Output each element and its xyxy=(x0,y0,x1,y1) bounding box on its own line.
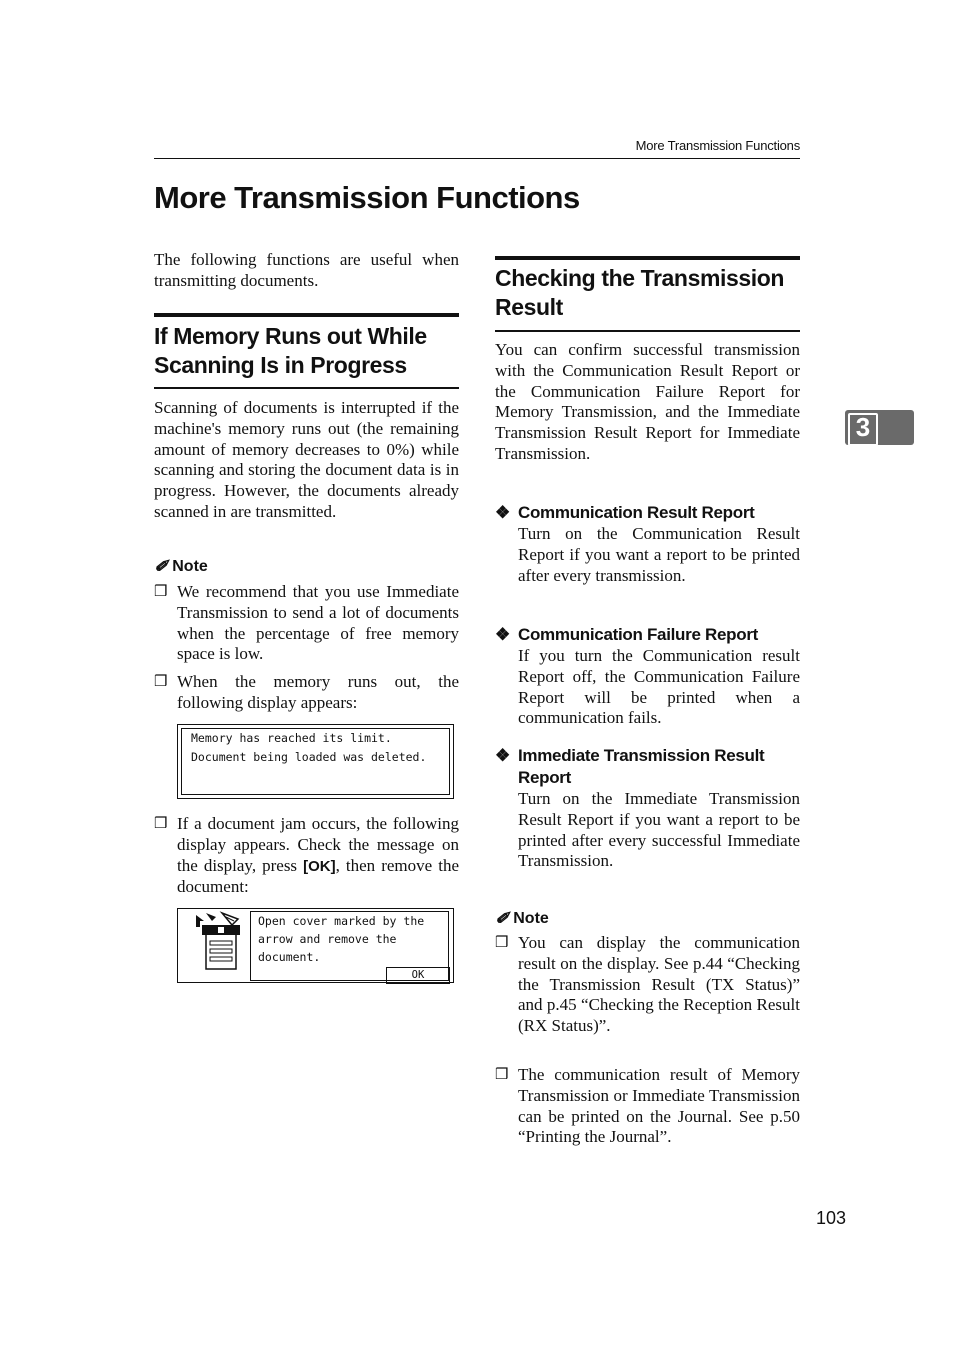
lcd-display-jam xyxy=(177,908,454,983)
page-title: More Transmission Functions xyxy=(154,180,580,215)
checkbox-icon: ❒ xyxy=(154,674,168,690)
note-item xyxy=(154,672,459,714)
lcd-display-memory-full xyxy=(177,724,454,799)
note-heading xyxy=(495,909,549,929)
report-item-heading: Immediate Transmission Result Report xyxy=(518,746,765,787)
checkbox-icon: ❒ xyxy=(154,584,168,600)
intro-paragraph: The following functions are useful when transmitting documents. xyxy=(154,250,459,290)
pencil-icon: ✐ xyxy=(154,557,169,576)
diamond-icon: ❖ xyxy=(495,746,510,765)
checkbox-icon: ❒ xyxy=(495,1067,509,1083)
copier-icon xyxy=(192,911,248,977)
report-item xyxy=(495,502,800,586)
diamond-icon: ❖ xyxy=(495,503,510,522)
note-item-text: We recommend that you use Immediate Transmission to send a lot of documents when the percentage of free memory space is low. xyxy=(177,582,459,664)
note-item xyxy=(154,814,459,898)
chapter-number: 3 xyxy=(855,412,871,442)
jam-text: If a document jam occurs, the following display appears. Check the message on the display, press xyxy=(177,814,459,875)
report-item-heading: Communication Result Report xyxy=(518,503,755,522)
note-item-text: When the memory runs out, the following display appears: xyxy=(177,672,459,712)
note-heading xyxy=(154,557,208,577)
lcd-screen xyxy=(181,728,450,795)
jam-text: , then remove the document: xyxy=(177,855,459,897)
note-item xyxy=(495,933,800,1037)
memory-section-body: Scanning of documents is interrupted if the machine's memory runs out (the remaining amount of memory decreases to 0%) while scanning and storing the document data is in progress. However, the documents already scanned in are transmitted. xyxy=(154,398,459,521)
lcd-line: Document being loaded was deleted. xyxy=(191,750,427,764)
section-rule-top xyxy=(495,256,800,260)
report-item xyxy=(495,745,800,872)
checking-section-body: You can confirm successful transmission with the Communication Result Report or the Communication Failure Report for Memory Transmission, and the Immediate Transmission Result Report for Immediate Transmission. xyxy=(495,340,800,463)
lcd-ok-button: OK xyxy=(386,967,450,984)
note-label: Note xyxy=(513,910,549,927)
section-rule-bottom xyxy=(495,330,800,332)
checking-section-heading xyxy=(495,264,800,322)
note-label: Note xyxy=(172,558,208,575)
diamond-icon: ❖ xyxy=(495,625,510,644)
lcd-line: arrow and remove the xyxy=(258,932,397,946)
lcd-line: Memory has reached its limit. xyxy=(191,731,392,745)
section-heading-line: Scanning Is in Progress xyxy=(154,352,407,378)
pencil-icon: ✐ xyxy=(495,909,510,928)
header-rule xyxy=(154,158,800,159)
lcd-line: Open cover marked by the xyxy=(258,914,425,928)
memory-section-heading xyxy=(154,322,459,380)
note-item-text: You can display the communication result on the display. See p.44 “Checking the Transmission Result (TX Status)” and p.45 “Checking the Reception Result (RX Status)”. xyxy=(518,933,800,1036)
section-heading-line: If Memory Runs out While xyxy=(154,323,427,349)
report-item-body: Turn on the Communication Result Report if you want a report to be printed after every transmission. xyxy=(518,524,800,585)
note-item xyxy=(154,582,459,665)
note-item-text xyxy=(177,814,459,898)
report-item xyxy=(495,624,800,729)
lcd-screen xyxy=(250,911,449,981)
report-item-heading: Communication Failure Report xyxy=(518,625,759,644)
running-head: More Transmission Functions xyxy=(635,138,800,153)
chapter-tab xyxy=(845,410,914,445)
note-item-text: The communication result of Memory Transmission or Immediate Transmission can be printed on the Journal. See p.50 “Printing the Journal”. xyxy=(518,1065,800,1147)
report-item-body: If you turn the Communication result Report off, the Communication Failure Report will be printed when a communication fails. xyxy=(518,646,800,728)
note-item xyxy=(495,1065,800,1148)
report-item-body: Turn on the Immediate Transmission Result Report if you want a report to be printed after every successful Immediate Transmission. xyxy=(518,789,800,871)
page-number: 103 xyxy=(815,1208,846,1228)
section-heading-line: Checking the Transmission xyxy=(495,265,785,291)
section-rule-bottom xyxy=(154,387,459,389)
section-rule-top xyxy=(154,313,459,317)
checkbox-icon: ❒ xyxy=(495,935,509,951)
section-heading-line: Result xyxy=(495,294,563,320)
ok-key-label: [OK] xyxy=(303,857,336,875)
checkbox-icon: ❒ xyxy=(154,816,168,832)
lcd-line: document. xyxy=(258,950,321,964)
